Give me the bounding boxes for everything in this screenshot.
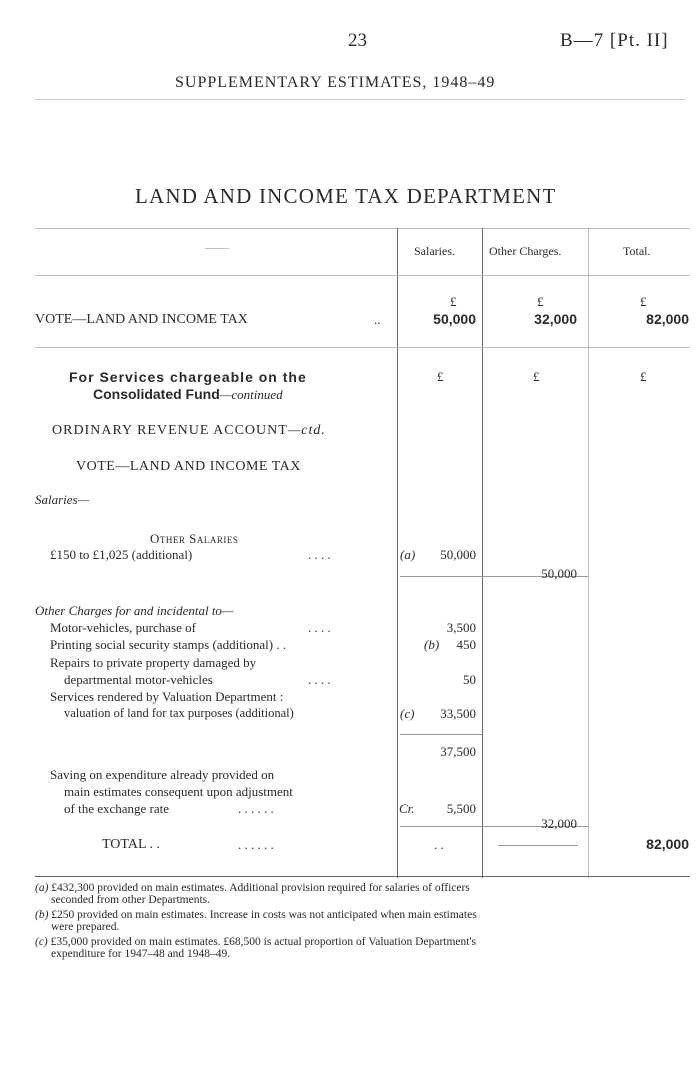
charges-subtotal: 37,500 (440, 744, 476, 759)
charge-item-value: 50 (463, 672, 476, 687)
currency-symbol: £ (640, 294, 647, 309)
charges-subtotal-rule (400, 734, 482, 735)
page-number: 23 (348, 30, 367, 51)
currency-symbol: £ (640, 369, 647, 384)
footnote-text: £432,300 provided on main estimates. Additional provision required for salaries of officers (51, 882, 470, 894)
vote-row-leader: .. (374, 312, 381, 327)
table-bottom-rule (35, 876, 690, 877)
currency-symbol: £ (450, 294, 457, 309)
col-divider-3 (588, 228, 589, 878)
charge-item-label: Printing social security stamps (additional) . . (50, 637, 287, 652)
charge-item-label: Repairs to private property damaged by (50, 655, 257, 670)
table-top-rule (35, 228, 690, 229)
account-heading-suffix: —ctd. (287, 423, 326, 438)
footnote-text: £35,000 provided on main estimates. £68,500 is actual proportion of Valuation Department's (50, 936, 477, 948)
footnote-mark: (c) (35, 936, 48, 948)
saving-line: of the exchange rate (64, 801, 170, 816)
total-other-rule (498, 845, 578, 846)
total-row-leader: . . . . . . (238, 837, 274, 852)
column-header-other-charges: Other Charges. (489, 244, 562, 258)
charge-item-value: 450 (456, 637, 476, 652)
charge-item-label: Motor-vehicles, purchase of (50, 620, 196, 635)
total-row-total: 82,000 (646, 836, 689, 852)
charge-item-note: (b) (424, 637, 440, 652)
account-heading-text: ORDINARY REVENUE ACCOUNT (52, 423, 288, 438)
footnote-text: £250 provided on main estimates. Increase in costs was not anticipated when main estimates (51, 909, 477, 921)
vote-row-label: VOTE—LAND AND INCOME TAX (35, 312, 248, 327)
charge-item-leader: . . . . (308, 620, 331, 635)
footnote-mark: (a) (35, 882, 49, 894)
footnote-b (35, 909, 690, 933)
salary-item-leader: . . . . (308, 547, 331, 562)
salary-item-note: (a) (400, 547, 416, 562)
saving-line: main estimates consequent upon adjustment (64, 784, 293, 799)
account-heading (52, 423, 326, 439)
currency-symbol: £ (533, 369, 540, 384)
saving-leader: . . . . . . (238, 801, 274, 816)
currency-symbol: £ (437, 369, 444, 384)
page-header-title: SUPPLEMENTARY ESTIMATES, 1948–49 (175, 74, 496, 91)
stub-dash: —— (205, 240, 229, 254)
section-heading-fund: Consolidated Fund (93, 386, 220, 402)
charges-other-total: 32,000 (541, 816, 577, 831)
total-row-label: TOTAL . . (102, 837, 160, 852)
saving-line: Saving on expenditure already provided on (50, 767, 275, 782)
vote-row-total: 82,000 (646, 311, 689, 327)
salary-item-label: £150 to £1,025 (additional) (50, 547, 193, 562)
document-reference: B—7 [Pt. II] (560, 30, 669, 51)
salary-item-value: 50,000 (440, 547, 476, 562)
footnote-mark: (b) (35, 909, 49, 921)
other-charges-heading: Other Charges for and incidental to— (35, 603, 234, 618)
column-header-salaries: Salaries. (414, 244, 455, 258)
other-salaries-subheading: Other Salaries (150, 531, 239, 546)
charge-item-label: valuation of land for tax purposes (additional) (64, 706, 294, 720)
charge-item-value: 3,500 (446, 620, 476, 635)
section-heading-line1: For Services chargeable on the (69, 369, 307, 385)
vote-heading: VOTE—LAND AND INCOME TAX (76, 459, 301, 474)
charge-item-label: departmental motor-vehicles (64, 672, 213, 687)
currency-symbol: £ (537, 294, 544, 309)
charge-item-value: 33,500 (440, 706, 476, 721)
department-title: LAND AND INCOME TAX DEPARTMENT (135, 184, 557, 208)
salaries-other-total: 50,000 (541, 566, 577, 581)
saving-note: Cr. (399, 801, 415, 816)
footnote-c (35, 936, 690, 960)
section-heading-continued: —continued (219, 387, 283, 402)
footnote-a (35, 882, 690, 906)
column-header-rule (35, 275, 690, 276)
column-header-total: Total. (623, 244, 651, 258)
vote-row-salaries: 50,000 (433, 311, 476, 327)
col-divider-2 (482, 228, 483, 878)
vote-row-other-charges: 32,000 (534, 311, 577, 327)
footnote-continuation: were prepared. (51, 921, 120, 933)
total-row-salaries: . . (434, 837, 444, 852)
charge-item-leader: . . . . (308, 672, 331, 687)
charge-item-label: Services rendered by Valuation Department : (50, 689, 284, 704)
section-heading-line2 (93, 386, 283, 403)
footnote-continuation: expenditure for 1947–48 and 1948–49. (51, 948, 231, 960)
vote-row-rule (35, 347, 690, 348)
footnote-continuation: seconded from other Departments. (51, 894, 211, 906)
saving-value: 5,500 (446, 801, 476, 816)
header-rule (35, 99, 685, 100)
charge-item-note: (c) (400, 706, 415, 721)
col-divider-1 (397, 228, 398, 878)
salaries-heading: Salaries— (35, 492, 90, 507)
